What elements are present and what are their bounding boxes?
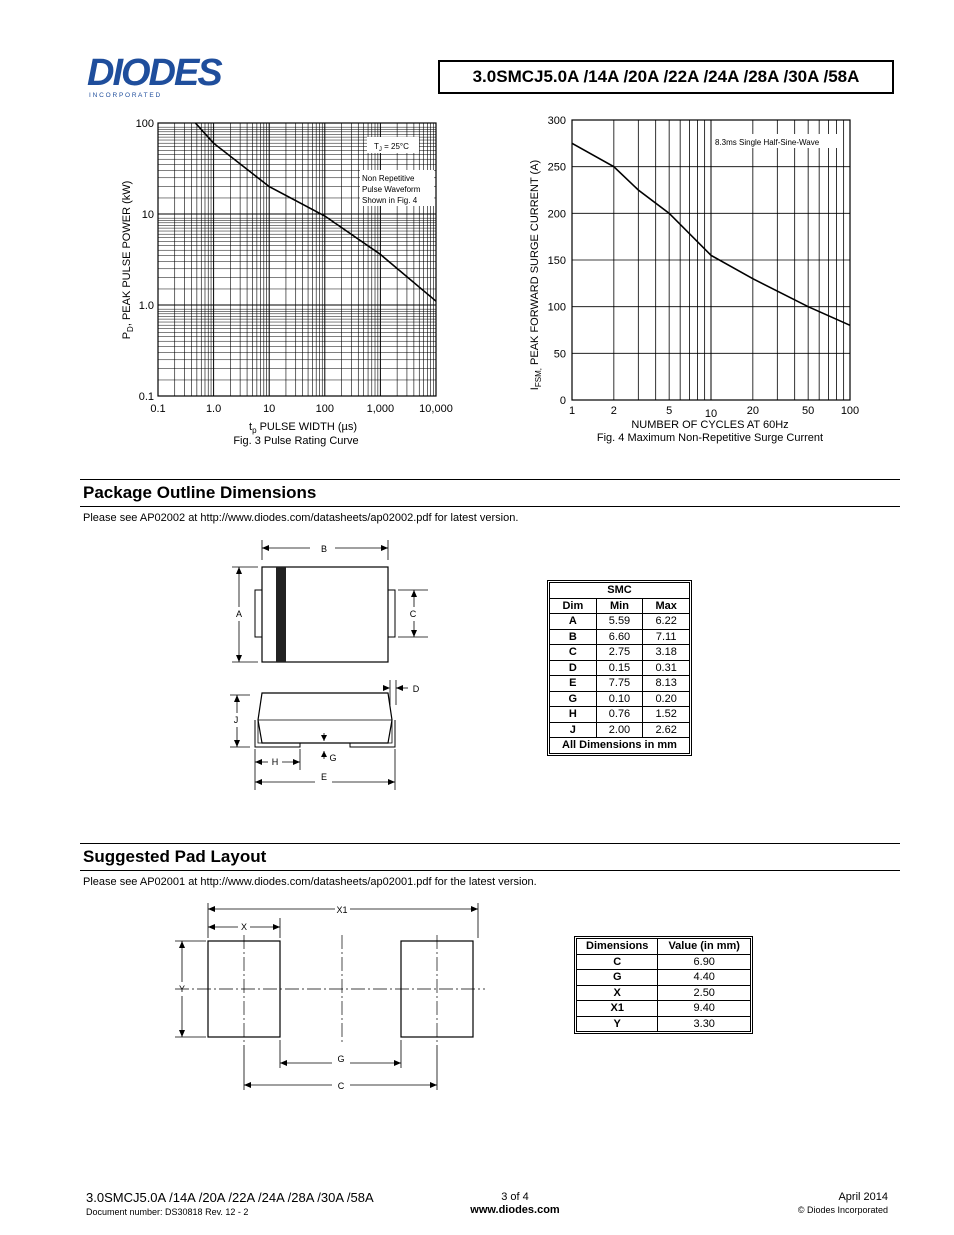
pad-label-x: X: [240, 922, 248, 932]
fig3-xtick-label: 0.1: [150, 403, 166, 415]
package-outline-note: Please see AP02002 at http://www.diodes.com/datasheets/ap02002.pdf for latest version.: [83, 512, 519, 524]
smc-dimension-table: [549, 582, 690, 754]
fig3-ytick-label: 0.1: [138, 391, 154, 403]
dim-label-c: C: [409, 609, 417, 619]
table-row: D 0.15 0.31: [550, 660, 690, 676]
table-row: C 6.90: [577, 954, 751, 970]
fig4-ytick-label: 200: [547, 208, 566, 221]
fig4-ytick-label: 100: [547, 301, 566, 314]
fig3-xtick-label: 10: [263, 403, 276, 415]
fig4-xtick-label: 2: [610, 405, 617, 417]
fig3-caption: Fig. 3 Pulse Rating Curve: [233, 435, 359, 447]
package-outline-title: Package Outline Dimensions: [83, 483, 317, 502]
fig3-ytick-label: 1.0: [138, 300, 154, 312]
table-row: X1 9.40: [577, 1001, 751, 1017]
fig4-xtick-label: 50: [802, 405, 815, 417]
fig4-ylabel: $I_{FSM,}$ PEAK FORWARD SURGE CURRENT (A): [529, 159, 543, 391]
dim-label-g: G: [329, 753, 337, 763]
table-row: C 2.75 3.18: [550, 645, 690, 661]
dim-label-h: H: [271, 757, 279, 767]
fig4-ytick-label: 250: [547, 161, 566, 174]
fig4-ytick-label: 0: [559, 395, 566, 407]
dim-label-e: E: [320, 772, 328, 782]
pad-layout-title: Suggested Pad Layout: [83, 847, 267, 866]
fig4-xlabel: NUMBER OF CYCLES AT 60Hz: [631, 419, 789, 431]
package-outline-drawing: [220, 535, 430, 795]
fig3-ylabel: $P_D$, PEAK PULSE POWER (kW): [121, 180, 135, 340]
fig3-xlabel: $t_p$ PULSE WIDTH (µs): [249, 421, 357, 435]
pad-section-rule-top: [80, 843, 900, 844]
fig3-ytick-label: 10: [141, 209, 154, 221]
smc-table-footer: All Dimensions in mm: [550, 738, 690, 754]
pad-layout-note: Please see AP02001 at http://www.diodes.com/datasheets/ap02001.pdf for the latest version.: [83, 876, 537, 888]
smc-table-title: SMC: [550, 583, 690, 599]
fig4-xtick-label: 1: [568, 405, 576, 417]
table-row: B 6.60 7.11: [550, 629, 690, 645]
pad-label-y: Y: [178, 984, 186, 994]
pad-layout-drawing: [170, 900, 490, 1095]
table-row: H 0.76 1.52: [550, 707, 690, 723]
dim-label-b: B: [320, 544, 328, 554]
fig3-xtick-label: 1,000: [366, 403, 395, 415]
table-row: Y 3.30: [577, 1016, 751, 1032]
pad-label-g: G: [337, 1054, 345, 1064]
fig3-ytick-label: 100: [135, 118, 154, 130]
smc-header-dim: Dim: [550, 598, 597, 614]
table-row: G 4.40: [577, 970, 751, 986]
table-row: G 0.10 0.20: [550, 691, 690, 707]
fig4-ytick-label: 300: [547, 115, 566, 127]
table-row: A 5.59 6.22: [550, 614, 690, 630]
fig3-note-2: Pulse Waveform: [362, 185, 421, 194]
section-rule-top: [80, 479, 900, 480]
table-row: E 7.75 8.13: [550, 676, 690, 692]
pad-section-rule-bottom: [80, 870, 900, 871]
svg-text:I N C O R P O R A T E D: I N C O R P O R A T E D: [89, 92, 161, 99]
fig4-note: 8.3ms Single Half-Sine-Wave: [715, 138, 820, 147]
footer-date: April 2014: [838, 1191, 888, 1203]
table-row: X 2.50: [577, 985, 751, 1001]
part-title: 3.0SMCJ5.0A /14A /20A /22A /24A /28A /30A /58A: [438, 60, 894, 94]
fig4-xtick-label: 100: [840, 405, 860, 417]
fig4-ytick-label: 150: [547, 255, 566, 267]
footer-copyright: © Diodes Incorporated: [797, 1205, 888, 1215]
section-rule-bottom: [80, 506, 900, 507]
fig4-xtick-label: 10: [704, 408, 718, 420]
pad-header-dimensions: Dimensions: [577, 939, 658, 955]
fig3-plot-frame: [158, 123, 436, 396]
fig4-caption: Fig. 4 Maximum Non-Repetitive Surge Current: [596, 432, 824, 444]
pad-dimension-table: [576, 938, 751, 1032]
fig3-chart: [110, 110, 490, 455]
fig3-xtick-label: 100: [315, 403, 334, 415]
diodes-logo: [87, 52, 262, 102]
fig4-xtick-label: 20: [746, 405, 759, 417]
dim-label-a: A: [235, 609, 243, 619]
dim-label-d: D: [412, 684, 420, 694]
fig3-xtick-label: 1.0: [205, 403, 222, 415]
pad-header-value: Value (in mm): [658, 939, 751, 955]
svg-text:DIODES: DIODES: [87, 52, 221, 94]
table-row: J 2.00 2.62: [550, 722, 690, 738]
dim-label-j: J: [233, 715, 239, 725]
fig4-xtick-label: 5: [666, 405, 673, 417]
footer-page-number: 3 of 4: [501, 1191, 529, 1203]
fig3-note-3: Shown in Fig. 4: [362, 196, 418, 205]
fig3-note-tj: $T_J = 25^\circ C$: [374, 142, 409, 153]
smc-header-min: Min: [596, 598, 643, 614]
fig3-xtick-label: 10,000: [419, 403, 453, 415]
footer-part-number: 3.0SMCJ5.0A /14A /20A /22A /24A /28A /30A /58A: [86, 1190, 374, 1205]
smc-header-max: Max: [643, 598, 690, 614]
pad-label-x1: X1: [336, 905, 348, 915]
footer-document-number: Document number: DS30818 Rev. 12 - 2: [86, 1207, 249, 1217]
fig3-note-1: Non Repetitive: [362, 174, 415, 183]
fig4-ytick-label: 50: [553, 348, 566, 361]
footer-website-link[interactable]: www.diodes.com: [470, 1204, 560, 1216]
pad-label-c: C: [337, 1081, 345, 1091]
fig4-chart: [520, 110, 900, 455]
